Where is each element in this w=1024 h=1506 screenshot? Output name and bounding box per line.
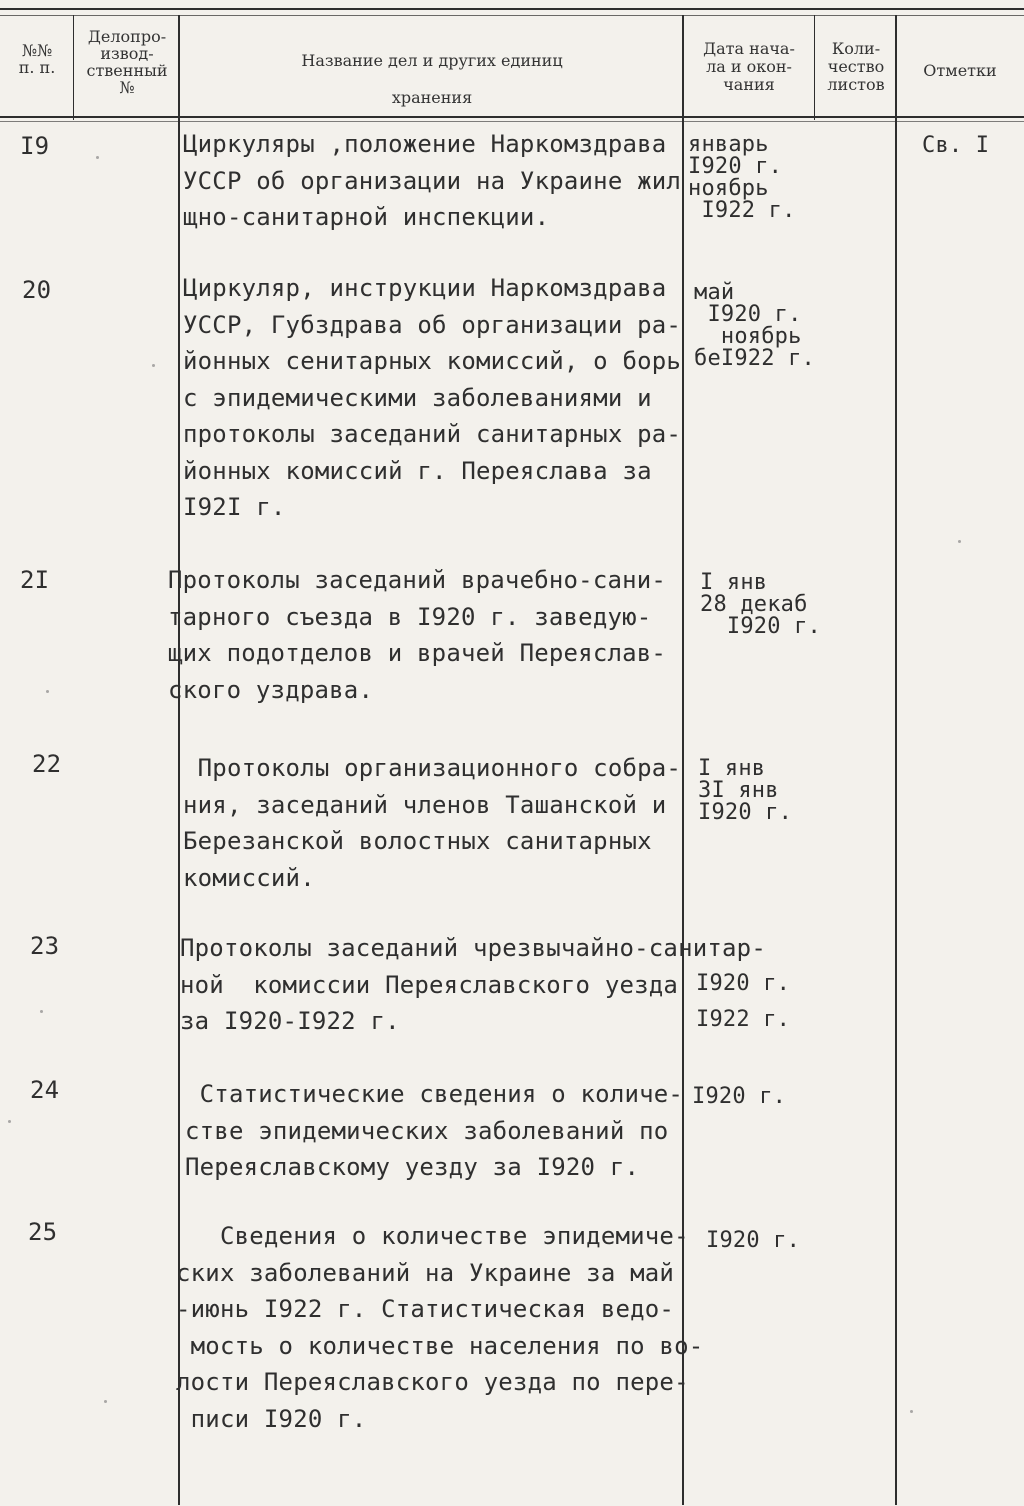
row-21-number: 2I bbox=[20, 566, 50, 594]
row-20-date: май I920 г. ноябрь беI922 г. bbox=[694, 280, 816, 371]
scan-speck bbox=[958, 540, 961, 543]
row-21-title: Протоколы заседаний врачебно-сани- тарного съезда в I920 г. заведую- щих подотделов и врачей Переяслав- ского уздрава. bbox=[168, 566, 667, 704]
row-19-title: Циркуляры ,положение Наркомздрава УССР об организации на Украине жил щно-санитарной инспекции. bbox=[183, 130, 682, 231]
row-24-number: 24 bbox=[30, 1076, 60, 1104]
row-23-date: I920 г. I922 г. bbox=[696, 971, 791, 1032]
scan-speck bbox=[8, 1120, 11, 1123]
row-24-date: I920 г. bbox=[692, 1084, 787, 1109]
row-25-number: 25 bbox=[28, 1218, 58, 1246]
scan-speck bbox=[40, 1010, 43, 1013]
header-col-dates bbox=[686, 40, 812, 94]
row-22-date: I янв 3I янв I920 г. bbox=[698, 756, 793, 825]
row-22-title: Протоколы организационного собра- ния, заседаний членов Ташанской и Березанской волостных санитарных комиссий. bbox=[183, 754, 682, 892]
row-25-title: Сведения о количестве эпидемиче- ских заболеваний на Украине за май -июнь I922 г. Статистическая ведо- мость о количестве населения по во- лости Переяславского уезда по пере- писи I920 г. bbox=[176, 1222, 704, 1433]
row-22-number: 22 bbox=[32, 750, 62, 778]
header-col-office-number-text: Делопро- извод- ственный № bbox=[86, 27, 168, 97]
header-col-number-text: №№ п. п. bbox=[18, 41, 56, 77]
scan-speck bbox=[104, 1400, 107, 1403]
header-col-notes bbox=[899, 62, 1021, 79]
column-divider-1 bbox=[73, 15, 74, 120]
row-23-number: 23 bbox=[30, 932, 60, 960]
scan-speck bbox=[152, 364, 155, 367]
row-19-date: январь I920 г. ноябрь I922 г. bbox=[688, 132, 796, 223]
header-bottom-rule bbox=[0, 116, 1024, 118]
header-col-title bbox=[184, 42, 680, 116]
scan-speck bbox=[96, 156, 99, 159]
row-23-title: Протоколы заседаний чрезвычайно-санитар- ной комиссии Переяславского уезда за I920-I922 г. bbox=[180, 934, 766, 1035]
scan-speck bbox=[46, 690, 49, 693]
header-col-notes-text: Отметки bbox=[923, 61, 997, 80]
row-20-title: Циркуляр, инструкции Наркомздрава УССР, Губздрава об организации ра- йонных сенитарных комиссий, о борь с эпидемическими заболеваниями и протоколы заседаний санитарных ра- йонных комиссий г. Переяслава за I92I г. bbox=[183, 274, 682, 521]
top-rule-2 bbox=[0, 15, 1024, 16]
header-col-sheets-text: Коли- чество листов bbox=[827, 39, 885, 94]
row-19-note: Св. I bbox=[922, 133, 990, 158]
row-21-date: I янв 28 декаб I920 г. bbox=[700, 570, 822, 639]
header-col-dates-text: Дата нача- ла и окон- чания bbox=[703, 39, 795, 94]
row-20-number: 20 bbox=[22, 276, 52, 304]
column-divider-5 bbox=[895, 15, 897, 1505]
row-25-date: I920 г. bbox=[706, 1228, 801, 1253]
column-divider-4 bbox=[814, 15, 815, 120]
row-19-number: I9 bbox=[20, 132, 50, 160]
header-col-number bbox=[4, 42, 70, 76]
row-24-title: Статистические сведения о количе- стве эпидемических заболеваний по Переяславскому уезду за I920 г. bbox=[185, 1080, 684, 1181]
scan-speck bbox=[910, 1410, 913, 1413]
header-col-sheets bbox=[817, 40, 895, 94]
header-col-title-text: Название дел и других единиц хранения bbox=[301, 51, 563, 107]
header-col-office-number bbox=[76, 28, 178, 96]
header-bottom-rule-2 bbox=[0, 121, 1024, 122]
top-rule bbox=[0, 8, 1024, 10]
